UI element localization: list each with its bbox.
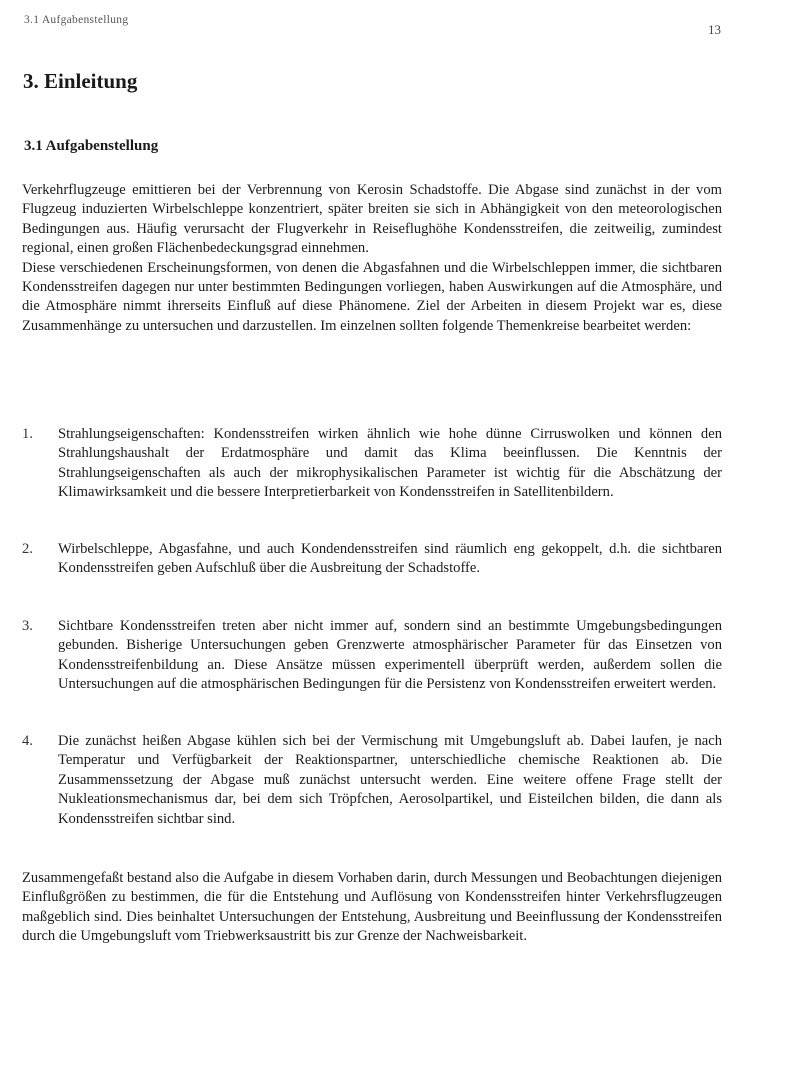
list-item-number: 3. — [22, 618, 33, 634]
list-item-number: 2. — [22, 541, 33, 557]
running-head: 3.1 Aufgabenstellung — [24, 14, 129, 26]
chapter-title: 3. Einleitung — [23, 69, 138, 93]
list-item-number: 1. — [22, 426, 33, 442]
intro-paragraph: Verkehrflugzeuge emittieren bei der Verbrennung von Kerosin Schadstoffe. Die Abgase sind zunächst in der vom Flugzeug induzierten Wirbelschleppe konzentriert, später breiten sie sich in Abhängigkeit von den meteorologischen Bedingungen aus. Häufig verursacht der Flugverkehr in Reiseflughöhe Kondensstreifen, die zeitweilig, zumindest regional, einen großen Flächenbedeckungsgrad einnehmen. Diese verschiedenen Erscheinungsformen, von denen die Abgasfahnen und die Wirbelschleppen immer, die sichtbaren Kondensstreifen dagegen nur unter bestimmten Bedingungen vorliegen, haben Auswirkungen auf die Atmosphäre, und die Atmosphäre nimmt ihrerseits Einfluß auf diese Phänomene. Ziel der Arbeiten in diesem Projekt war es, diese Zusammenhänge zu untersuchen und darzustellen. Im einzelnen sollten folgende Themenkreise bearbeitet werden: — [22, 182, 722, 334]
list-item — [22, 425, 722, 503]
list-item — [22, 732, 722, 829]
list-item-text: Wirbelschleppe, Abgasfahne, und auch Kondendensstreifen sind räumlich eng gekoppelt, d.h. die sichtbaren Kondensstreifen geben Aufschluß über die Ausbreitung der Schadstoffe. — [58, 541, 722, 577]
summary-paragraph: Zusammengefaßt bestand also die Aufgabe in diesem Vorhaben darin, durch Messungen und Beobachtungen diejenigen Einflußgrößen zu bestimmen, die für die Entstehung und Auflösung von Kondensstreifen hinter Verkehrsflugzeugen maßgeblich sind. Dies beinhaltet Untersuchungen der Entstehung, Ausbreitung und Beeinflussung der Kondensstreifen durch die Umgebungsluft vom Triebwerksaustritt bis zur Grenze der Nachweisbarkeit. — [22, 870, 722, 945]
list-item — [22, 617, 722, 695]
list-item-text: Sichtbare Kondensstreifen treten aber nicht immer auf, sondern sind an bestimmte Umgebungsbedingungen gebunden. Bisherige Untersuchungen geben Grenzwerte atmosphärischer Parameter für das Einsetzen von Kondensstreifenbildung an. Diese Ansätze müssen experimentell überprüft werden, außerdem sollen die Untersuchungen auf die atmosphärischen Bedingungen für die Persistenz von Kondensstreifen erweitert werden. — [58, 618, 722, 693]
list-item-text: Die zunächst heißen Abgase kühlen sich bei der Vermischung mit Umgebungsluft ab. Dabei laufen, je nach Temperatur und Verfügbarkeit der Reaktionspartner, unterschiedliche chemische Reaktionen ab. Die Zusammenssetzung der Abgase muß zunächst untersucht werden. Eine weitere offene Frage stellt der Nukleationsmechanismus dar, bei dem sich Tröpfchen, Aerosolpartikel, und Eisteilchen bilden, die dann als Kondensstreifen sichtbar sind. — [58, 733, 722, 827]
page-number: 13 — [708, 22, 721, 37]
list-item — [22, 540, 722, 579]
section-title: 3.1 Aufgabenstellung — [24, 138, 159, 154]
list-item-number: 4. — [22, 733, 33, 749]
list-item-text: Strahlungseigenschaften: Kondensstreifen wirken ähnlich wie hohe dünne Cirruswolken und können den Strahlungshaushalt der Erdatmosphäre und damit das Klima beeinflussen. Die Kenntnis der Strahlungseigenschaften als auch der mikrophysikalischen Parameter ist wichtig für die Abschätzung der Klimawirksamkeit und die bessere Interpretierbarkeit von Kondensstreifen in Satellitenbildern. — [58, 426, 722, 501]
